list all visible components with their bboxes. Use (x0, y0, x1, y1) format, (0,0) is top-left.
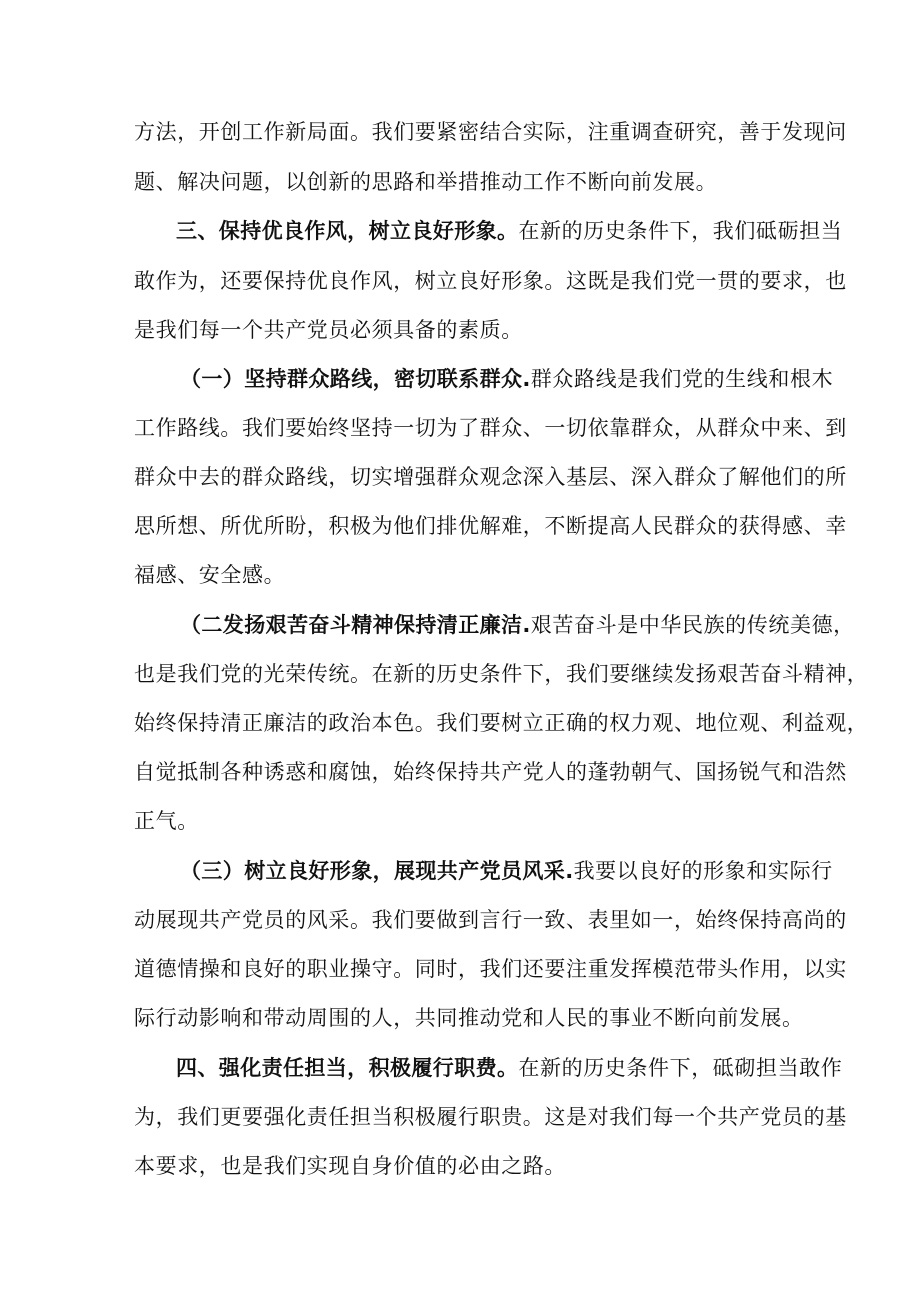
paragraph-line: 方法，开创工作新局面。我们要紧密结合实际，注重调查研究，善于发现问 (134, 120, 847, 144)
paragraph-text: 艰苦奋斗是中华民族的传统美德， (530, 613, 855, 637)
paragraph-line: 自觉抵制各种诱惑和腐蚀，始终保持共产党人的蓬勃朝气、国扬锐气和浩然 (134, 760, 847, 784)
section-heading-line (176, 216, 843, 246)
subsection-heading: （一）坚持群众路线，密切联系群众. (180, 367, 531, 391)
subsection-heading-line (180, 856, 833, 886)
paragraph-line: 始终保持清正廉洁的政治本色。我们要树立正确的权力观、地位观、利益观， (134, 711, 869, 735)
section-heading: 三、保持优良作风，树立良好形象。 (176, 219, 519, 243)
paragraph-line: 题、解决问题，以创新的思路和举措推动工作不断向前发展。 (134, 170, 718, 194)
subsection-heading-line (180, 364, 834, 394)
paragraph-line: 际行动影响和带动周围的人，共同推动党和人民的事业不断向前发展。 (134, 1006, 804, 1030)
paragraph-text: 群众路线是我们党的生线和根木 (530, 367, 834, 391)
paragraph-line: 福感、安全感。 (134, 563, 286, 587)
paragraph-text: 在新的历史条件下，砥砌担当敢作 (518, 1056, 843, 1080)
paragraph-line: 道德情操和良好的职业操守。同时，我们还要注重发挥模范带头作用，以实 (134, 957, 847, 981)
paragraph-text: 我要以良好的形象和实际行 (573, 859, 833, 883)
paragraph-line: 正气。 (134, 809, 199, 833)
paragraph-line: 也是我们党的光荣传统。在新的历史条件下，我们要继续发扬艰苦奋斗精神， (134, 662, 869, 686)
paragraph-line: 动展现共产党员的风采。我们要做到言行一致、表里如一，始终保持高尚的 (134, 908, 847, 932)
section-heading: 四、强化责任担当，积极履行职费。 (176, 1056, 519, 1080)
paragraph-line: 为，我们更要强化责任担当积极履行职贵。这是对我们每一个共产党员的基 (134, 1105, 847, 1129)
paragraph-line: 敢作为，还要保持优良作风，树立良好形象。这既是我们党一贯的要求，也 (134, 269, 847, 293)
paragraph-text: 在新的历史条件下，我们砥砺担当 (518, 219, 843, 243)
paragraph-line: 思所想、所优所盼，积极为他们排优解难，不断提高人民群众的获得感、幸 (134, 514, 847, 538)
section-heading-line (176, 1053, 843, 1083)
paragraph-line: 群众中去的群众路线，切实增强群众观念深入基层、深入群众了解他们的所 (134, 465, 847, 489)
subsection-heading-line (180, 610, 855, 640)
paragraph-line: 本要求，也是我们实现自身价值的必由之路。 (134, 1154, 566, 1178)
subsection-heading: （二发扬艰苦奋斗精神保持清正廉洁. (180, 613, 531, 637)
paragraph-line: 工作路线。我们要始终坚持一切为了群众、一切依靠群众，从群众中来、到 (134, 416, 847, 440)
paragraph-line: 是我们每一个共产党员必须具备的素质。 (134, 318, 523, 342)
subsection-heading: （三）树立良好形象，展现共产党员风采. (180, 859, 574, 883)
